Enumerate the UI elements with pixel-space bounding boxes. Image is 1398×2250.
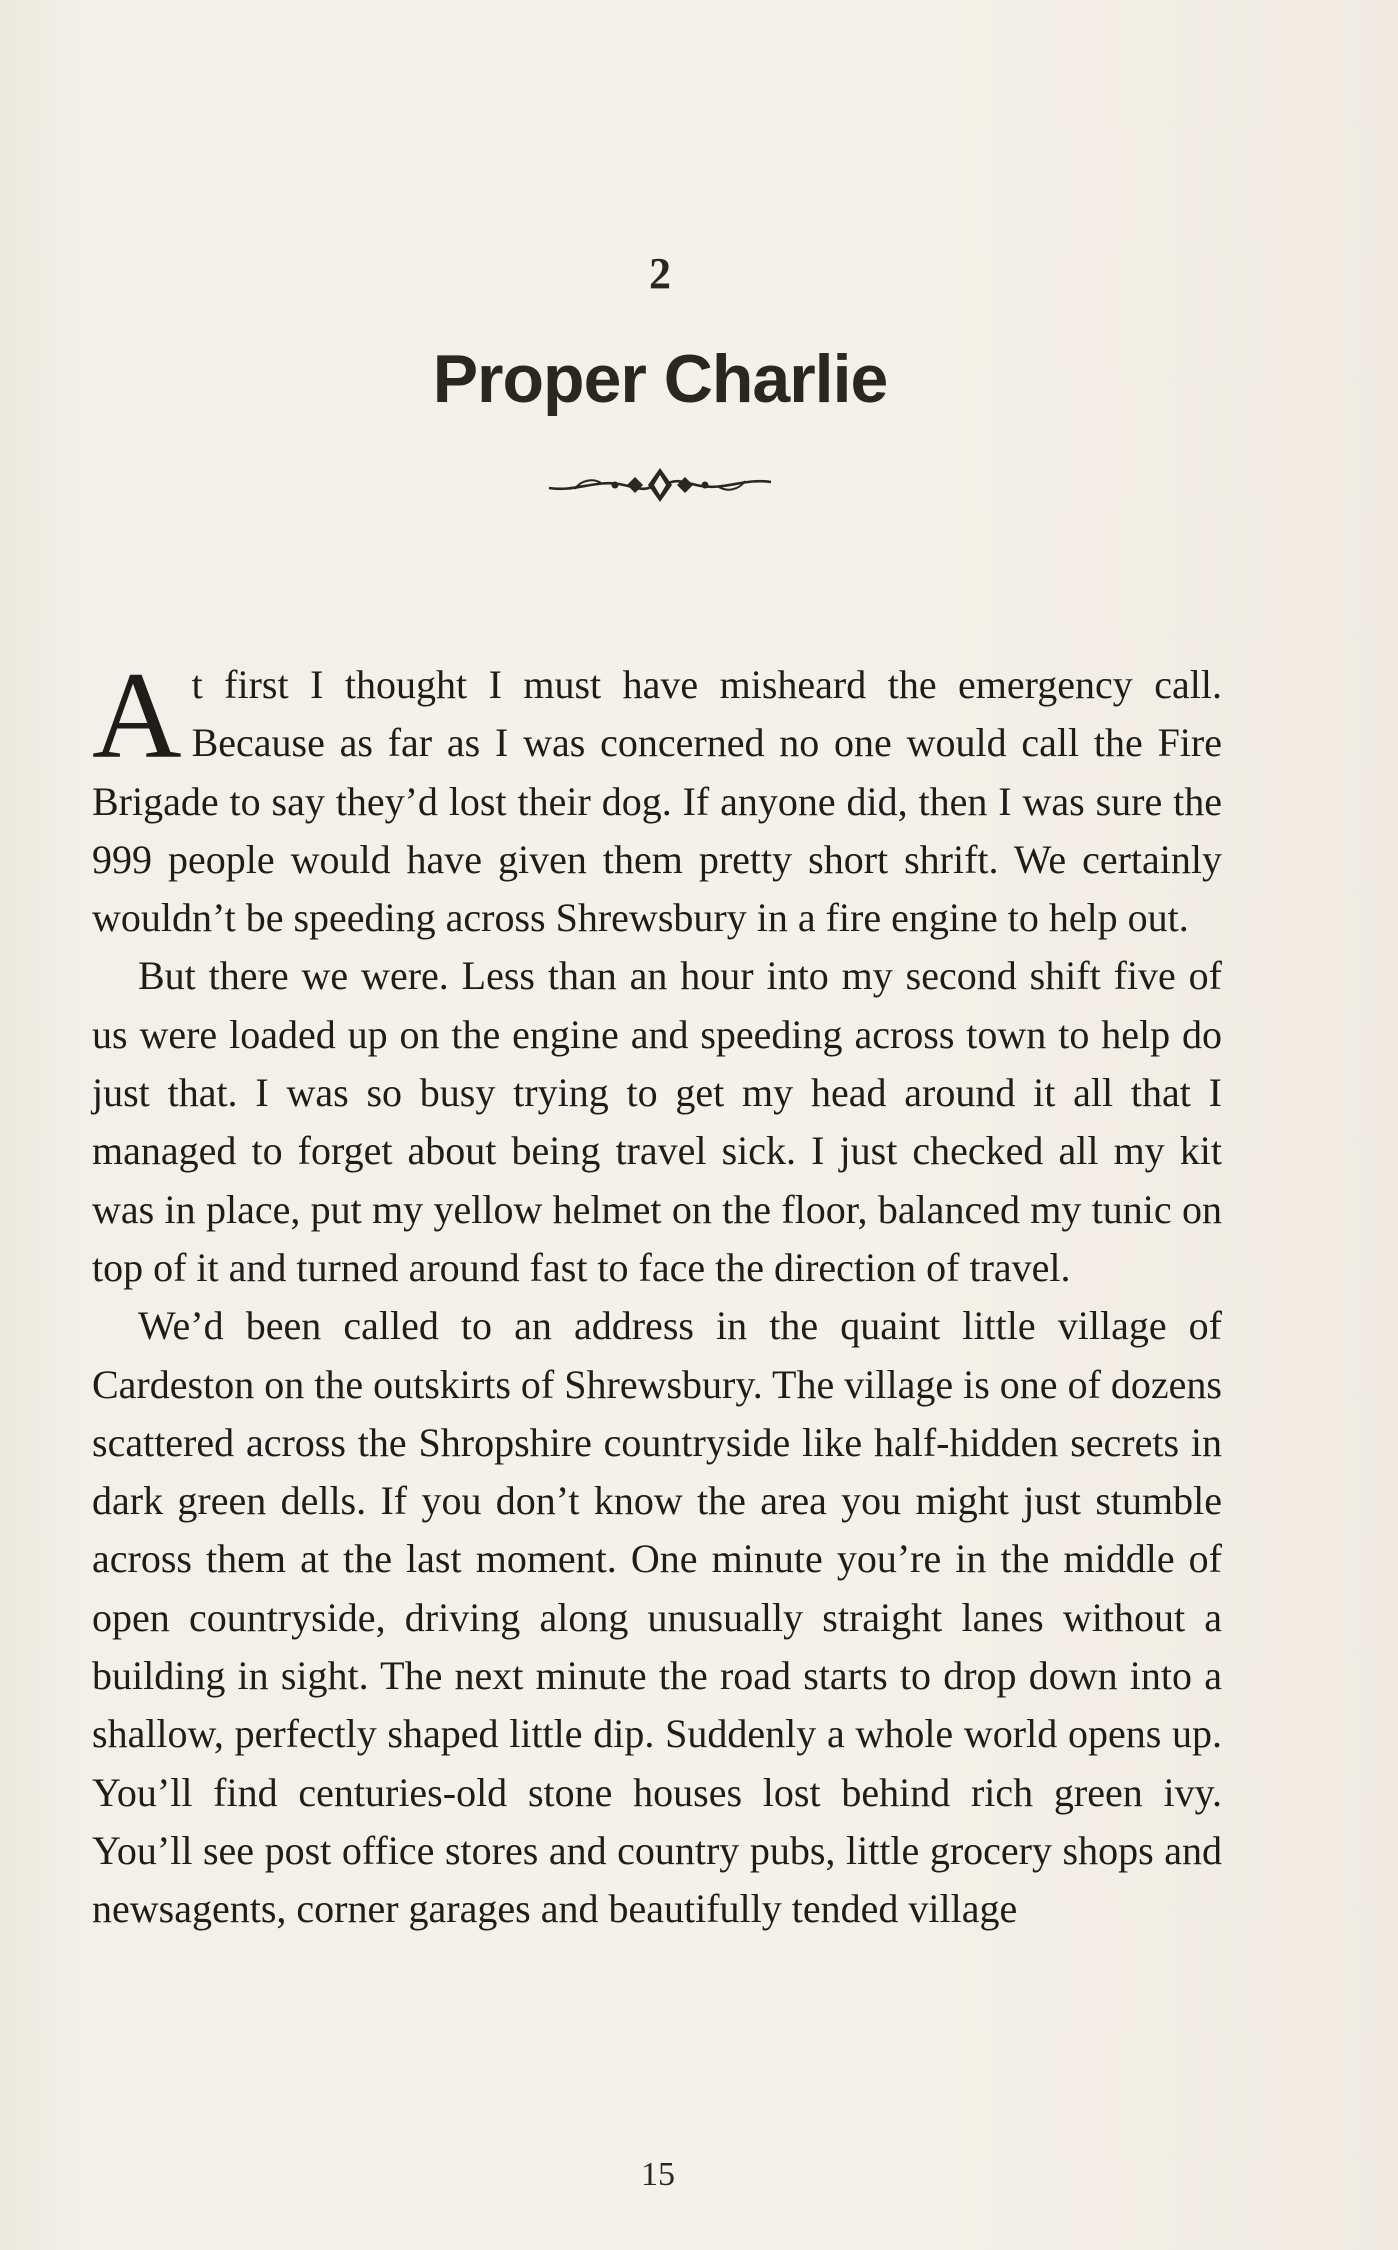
chapter-body: [92, 647, 1222, 1939]
page-number: 15: [641, 2156, 675, 2193]
paragraph: But there we were. Less than an hour into my second shift five of us were loaded up on the engine and speeding across town to help do just that. I was so busy trying to get my head around it all that I managed to forget about being travel sick. I just checked all my kit was in place, put my yellow helmet on the floor, balanced my tunic on top of it and turned around fast to face the direction of travel.: [92, 953, 1222, 1290]
paragraph-text: t first I thought I must have misheard the emergency call. Because as far as I was concerned no one would call the Fire Brigade to say they’d lost their dog. If anyone did, then I was sure the 999 people would have given them pretty short shrift. We certainly wouldn’t be speeding across Shrewsbury in a fire engine to help out.: [92, 662, 1222, 941]
drop-cap: A: [92, 647, 182, 784]
chapter-title: Proper Charlie: [432, 341, 888, 417]
paragraph: [92, 647, 1222, 947]
paragraph: We’d been called to an address in the quaint little village of Cardeston on the outskirts of Shrewsbury. The village is one of dozens scattered across the Shropshire countryside like half-hidden secrets in dark green dells. If you don’t know the area you might just stumble across them at the last moment. One minute you’re in the middle of open countryside, driving along unusually straight lanes without a building in sight. The next minute the road starts to drop down into a shallow, perfectly shaped little dip. Suddenly a whole world opens up. You’ll find centuries-old stone houses lost behind rich green ivy. You’ll see post office stores and country pubs, little grocery shops and newsagents, corner garages and beautifully tended village: [92, 1303, 1222, 1932]
chapter-number: 2: [649, 249, 671, 298]
scroll-ornament-icon: [545, 462, 775, 508]
